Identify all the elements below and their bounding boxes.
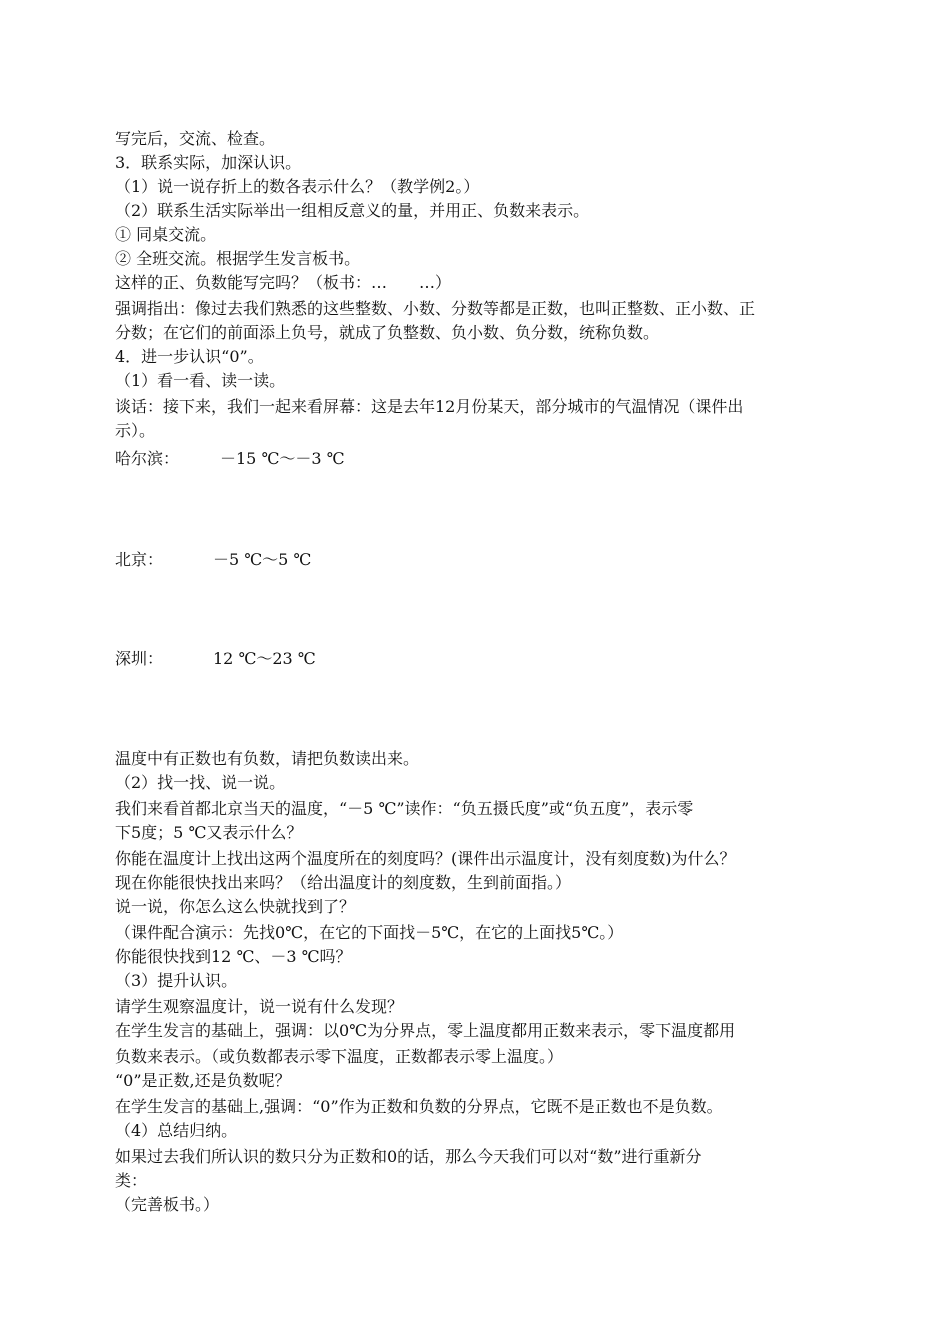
city-temperature-row (115, 448, 845, 470)
text-line: 类： (115, 1171, 148, 1190)
section-heading: 3．联系实际，加深认识。 (115, 153, 302, 172)
city-temperature: －5 ℃～5 ℃ (213, 550, 312, 569)
text-line: 如果过去我们所认识的数只分为正数和0的话，那么今天我们可以对“数”进行重新分 (115, 1147, 702, 1166)
text-line: 你能很快找到12 ℃、－3 ℃吗？ (115, 947, 352, 966)
text-line: 现在你能很快找出来吗？（给出温度计的刻度数，生到前面指。） (115, 873, 572, 892)
text-line: 下5度；5 ℃又表示什么？ (115, 823, 303, 842)
text-line: （3）提升认识。 (115, 971, 238, 990)
city-temperature-row (115, 648, 845, 670)
city-name: 深圳： (115, 649, 164, 668)
city-name: 北京： (115, 550, 164, 569)
text-line: 你能在温度计上找出这两个温度所在的刻度吗？(课件出示温度计，没有刻度数)为什么？ (115, 849, 736, 868)
text-line: 说一说，你怎么这么快就找到了？ (115, 897, 356, 916)
text-line: （2）找一找、说一说。 (115, 773, 286, 792)
text-line: 写完后，交流、检查。 (115, 129, 276, 148)
text-line: （4）总结归纳。 (115, 1121, 238, 1140)
text-line: 在学生发言的基础上,强调：“0”作为正数和负数的分界点，它既不是正数也不是负数。 (115, 1097, 723, 1116)
text-line: 这样的正、负数能写完吗？（板书：… …） (115, 273, 452, 292)
text-line: 强调指出：像过去我们熟悉的这些整数、小数、分数等都是正数，也叫正整数、正小数、正 (115, 299, 756, 318)
city-temperature-row (115, 549, 845, 571)
text-line: 负数来表示。（或负数都表示零下温度，正数都表示零上温度。） (115, 1047, 564, 1066)
section-heading: 4．进一步认识“0”。 (115, 347, 264, 366)
text-line: ② 全班交流。根据学生发言板书。 (115, 249, 361, 268)
text-line: （2）联系生活实际举出一组相反意义的量，并用正、负数来表示。 (115, 201, 590, 220)
text-line: 我们来看首都北京当天的温度，“－5 ℃”读作：“负五摄氏度”或“负五度”，表示零 (115, 799, 694, 818)
text-line: 分数；在它们的前面添上负号，就成了负整数、负小数、负分数，统称负数。 (115, 323, 660, 342)
text-line: 请学生观察温度计，说一说有什么发现？ (115, 997, 404, 1016)
text-line: ① 同桌交流。 (115, 225, 217, 244)
text-line: 谈话：接下来，我们一起来看屏幕：这是去年12月份某天，部分城市的气温情况（课件出 (115, 397, 744, 416)
text-line: 在学生发言的基础上，强调：以0℃为分界点，零上温度都用正数来表示，零下温度都用 (115, 1021, 736, 1040)
text-line: （1）看一看、读一读。 (115, 371, 286, 390)
text-line: （1）说一说存折上的数各表示什么？（教学例2。） (115, 177, 480, 196)
text-line: （完善板书。） (115, 1195, 220, 1214)
text-line: “0”是正数,还是负数呢？ (115, 1071, 291, 1090)
text-line: （课件配合演示：先找0℃，在它的下面找－5℃，在它的上面找5℃。） (115, 923, 624, 942)
city-temperature: 12 ℃～23 ℃ (213, 649, 316, 668)
city-temperature: －15 ℃～－3 ℃ (220, 449, 345, 468)
city-name: 哈尔滨： (115, 449, 180, 468)
text-line: 温度中有正数也有负数，请把负数读出来。 (115, 749, 420, 768)
text-line: 示）。 (115, 421, 156, 440)
